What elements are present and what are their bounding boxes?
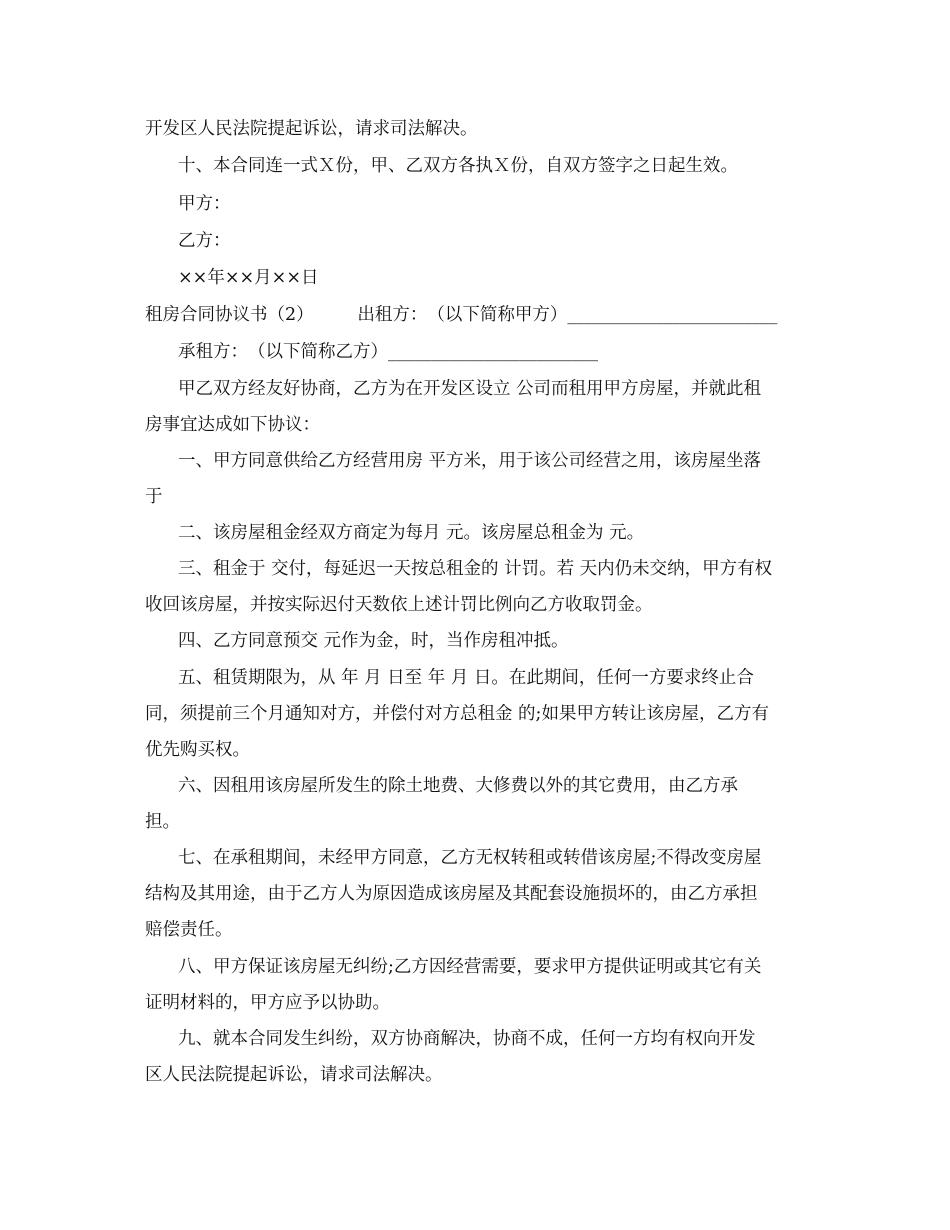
clause-9: 九、就本合同发生纠纷，双方协商解决，协商不成，任何一方均有权向开发 [178, 1029, 756, 1049]
date-line: ××年××月××日 [178, 268, 319, 288]
text-line: 开发区人民法院提起诉讼，请求司法解决。 [145, 119, 478, 139]
text-line: 证明材料的，甲方应予以协助。 [145, 993, 390, 1013]
text-line: 于 [145, 487, 163, 507]
text-line: 收回该房屋，并按实际迟付天数依上述计罚比例向乙方收取罚金。 [145, 595, 653, 615]
text-line: 结构及其用途，由于乙方人为原因造成该房屋及其配套设施损坏的，由乙方承担 [145, 884, 758, 904]
party-b-label: 乙方： [178, 231, 231, 251]
clause-8: 八、甲方保证该房屋无纠纷;乙方因经营需要，要求甲方提供证明或其它有关 [178, 957, 762, 977]
text-line: 担。 [145, 812, 180, 832]
clause-4: 四、乙方同意预交 元作为金，时，当作房租冲抵。 [178, 631, 569, 651]
clause-2: 二、该房屋租金经双方商定为每月 元。该房屋总租金为 元。 [178, 523, 645, 543]
text-line: 赔偿责任。 [145, 920, 233, 940]
lessee-line: 承租方： （以下简称乙方）________________________ [178, 342, 598, 362]
clause-10: 十、本合同连一式Ｘ份，甲、乙双方各执Ｘ份，自双方签字之日起生效。 [178, 156, 738, 176]
text-line: 房事宜达成如下协议： [145, 415, 320, 435]
text-line: 优先购买权。 [145, 740, 250, 760]
party-a-label: 甲方： [178, 194, 231, 214]
clause-1: 一、甲方同意供给乙方经营用房 平方米，用于该公司经营之用，该房屋坐落 [178, 451, 762, 471]
contract-title-line: 租房合同协议书（2） 出租方： （以下简称甲方）________________________ [145, 305, 778, 325]
text-line: 区人民法院提起诉讼，请求司法解决。 [145, 1065, 443, 1085]
clause-6: 六、因租用该房屋所发生的除土地费、大修费以外的其它费用，由乙方承 [178, 776, 738, 796]
text-line: 同，须提前三个月通知对方，并偿付对方总租金 的;如果甲方转让该房屋，乙方有 [145, 704, 769, 724]
clause-3: 三、租金于 交付，每延迟一天按总租金的 计罚。若 天内仍未交纳，甲方有权 [178, 559, 773, 579]
clause-5: 五、租赁期限为，从 年 月 日至 年 月 日。在此期间，任何一方要求终止合 [178, 668, 754, 688]
clause-7: 七、在承租期间，未经甲方同意，乙方无权转租或转借该房屋;不得改变房屋 [178, 848, 762, 868]
intro-paragraph: 甲乙双方经友好协商，乙方为在开发区设立 公司而租用甲方房屋，并就此租 [178, 379, 762, 399]
